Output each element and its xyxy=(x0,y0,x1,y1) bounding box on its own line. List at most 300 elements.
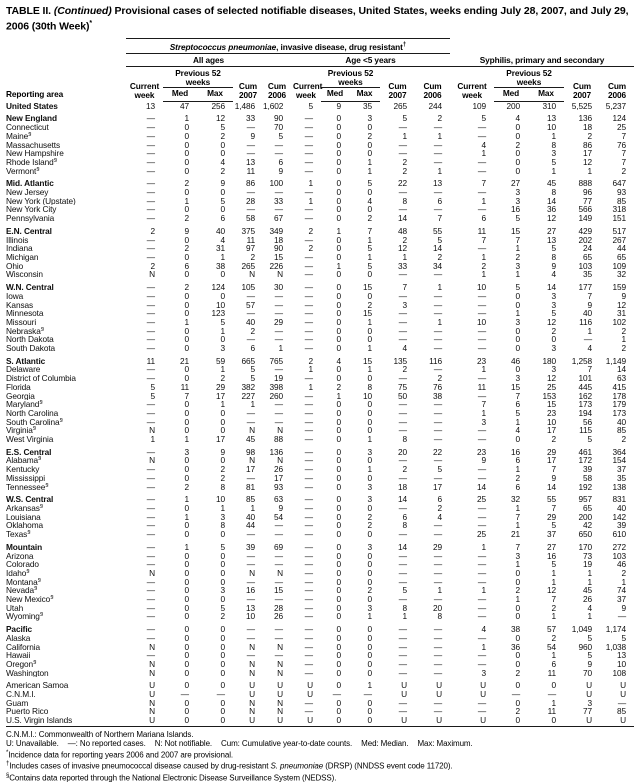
value-cell: 0 xyxy=(336,407,341,418)
value-cell: 0 xyxy=(515,290,521,301)
value-cell: 5 xyxy=(220,195,225,206)
value-cell: 6 xyxy=(551,658,557,669)
table-row xyxy=(6,456,634,465)
table-row xyxy=(6,197,634,206)
col-header-cum-2007: Cum 2007 xyxy=(388,80,407,100)
table-row xyxy=(6,660,634,669)
value-cell: — xyxy=(304,373,313,384)
value-cell: — xyxy=(274,529,283,540)
value-cell: 34 xyxy=(432,260,443,271)
value-cell: 0 xyxy=(515,325,521,336)
value-cell: 0 xyxy=(336,195,341,206)
value-cell: 2 xyxy=(308,355,313,366)
value-cell: 1 xyxy=(437,165,443,176)
value-cell: 0 xyxy=(336,576,341,587)
value-cell: 0 xyxy=(220,567,225,578)
value-cell: 5 xyxy=(621,632,627,643)
notifiable-diseases-table xyxy=(6,38,634,725)
value-cell: — xyxy=(146,602,155,613)
value-cell: 0 xyxy=(336,156,341,167)
value-cell: 3 xyxy=(402,299,407,310)
col-header-current-week: Current week xyxy=(457,80,487,100)
value-cell: 2 xyxy=(437,113,443,124)
value-cell: 38 xyxy=(510,624,521,635)
table-row xyxy=(6,578,634,587)
value-cell: 5 xyxy=(367,243,372,254)
value-cell: 1 xyxy=(184,511,189,522)
value-cell: 4 xyxy=(551,269,557,280)
value-cell: 70 xyxy=(273,122,283,133)
value-cell: 1 xyxy=(621,334,627,345)
value-cell: 0 xyxy=(184,472,189,483)
value-cell: — xyxy=(146,195,155,206)
value-cell: — xyxy=(433,641,443,652)
value-cell: 0 xyxy=(220,632,225,643)
area-cell: Wisconsin xyxy=(6,270,43,280)
value-cell: 0 xyxy=(336,658,341,669)
value-cell: 15 xyxy=(273,252,283,262)
value-cell: — xyxy=(477,343,487,354)
value-cell: 0 xyxy=(220,624,225,635)
value-cell: 0 xyxy=(184,706,189,717)
value-cell: 0 xyxy=(515,680,521,691)
value-cell: 5 xyxy=(250,373,255,384)
value-cell: 1 xyxy=(551,697,557,708)
table-row xyxy=(6,491,634,504)
value-cell: — xyxy=(146,178,155,189)
value-cell: 14 xyxy=(616,364,627,375)
value-cell: — xyxy=(477,650,487,661)
value-cell: 267 xyxy=(612,234,627,245)
table-row xyxy=(6,365,634,374)
footnote-marker: § xyxy=(38,456,42,462)
value-cell: 0 xyxy=(336,481,341,492)
col-header-current-week: Current week xyxy=(129,80,160,100)
title-label: TABLE II. xyxy=(6,5,54,17)
value-cell: 26 xyxy=(273,464,283,475)
value-cell: 5 xyxy=(587,632,593,643)
value-cell: 445 xyxy=(578,381,593,392)
footnote-marker: § xyxy=(59,417,63,423)
value-cell: — xyxy=(246,472,255,483)
value-cell: 0 xyxy=(184,576,189,587)
table-row xyxy=(6,539,634,552)
value-cell: 21 xyxy=(510,529,521,540)
value-cell: 1 xyxy=(367,680,372,691)
value-cell: 0 xyxy=(184,407,189,418)
value-cell: — xyxy=(304,464,313,475)
value-cell: 0 xyxy=(336,434,341,445)
value-cell: U xyxy=(401,680,407,691)
value-cell: 0 xyxy=(220,416,225,427)
value-cell: 1 xyxy=(308,178,313,189)
value-cell: 0 xyxy=(336,165,341,176)
value-cell: N xyxy=(249,667,255,678)
value-cell: 1 xyxy=(437,585,443,596)
value-cell: 2 xyxy=(367,585,372,596)
value-cell: 173 xyxy=(612,407,627,418)
value-cell: 0 xyxy=(184,148,189,159)
value-cell: 0 xyxy=(367,425,372,436)
value-cell: 15 xyxy=(273,585,283,596)
value-cell: 5 xyxy=(150,390,155,401)
value-cell: — xyxy=(304,594,313,605)
value-cell: N xyxy=(277,567,283,578)
value-cell: 14 xyxy=(397,494,407,505)
value-cell: 1 xyxy=(220,502,225,513)
value-cell: 76 xyxy=(616,139,627,150)
title-continued: (Continued) xyxy=(53,5,112,17)
col-group-all-ages: All ages xyxy=(126,53,291,66)
value-cell: 69 xyxy=(273,541,283,552)
value-cell: 0 xyxy=(336,559,341,570)
value-cell: 0 xyxy=(367,204,372,215)
value-cell: 2 xyxy=(515,472,521,483)
value-cell: 7 xyxy=(481,234,487,245)
value-cell: 124 xyxy=(211,282,225,293)
value-cell: 4 xyxy=(587,343,593,354)
value-cell: 6 xyxy=(220,213,225,224)
value-cell: 23 xyxy=(546,407,557,418)
value-cell: 3 xyxy=(587,697,593,708)
value-cell: U xyxy=(436,715,443,726)
value-cell: U xyxy=(401,689,407,700)
value-cell: — xyxy=(332,689,341,700)
footnote-marker: § xyxy=(45,482,49,488)
value-cell: 960 xyxy=(578,641,593,652)
value-cell: — xyxy=(146,308,155,319)
value-cell: 2 xyxy=(515,667,521,678)
value-cell: 9 xyxy=(587,658,593,669)
value-cell: — xyxy=(304,650,313,661)
area-cell: Florida xyxy=(6,382,31,392)
value-cell: 0 xyxy=(515,602,521,613)
value-cell: — xyxy=(304,282,313,293)
value-cell: 0 xyxy=(336,416,341,427)
value-cell: — xyxy=(246,204,255,215)
value-cell: — xyxy=(433,156,443,167)
value-cell: 46 xyxy=(510,355,521,366)
value-cell: 1 xyxy=(220,252,225,262)
value-cell: — xyxy=(433,364,443,375)
value-cell: — xyxy=(146,373,155,384)
value-cell: 13 xyxy=(616,650,627,661)
value-cell: 7 xyxy=(184,390,189,401)
value-cell: 2 xyxy=(308,225,313,236)
value-cell: N xyxy=(277,425,283,436)
table-row xyxy=(6,612,634,621)
value-cell: 153 xyxy=(542,390,557,401)
value-cell: 65 xyxy=(582,502,593,513)
value-cell: 2 xyxy=(220,464,225,475)
value-cell: 20 xyxy=(432,602,443,613)
value-cell: — xyxy=(274,407,283,418)
value-cell: 0 xyxy=(184,299,189,310)
value-cell: 0 xyxy=(551,715,557,726)
area-cell: Virginia§ xyxy=(6,426,36,436)
value-cell: 1 xyxy=(481,148,487,159)
value-cell: 0 xyxy=(367,148,372,159)
value-cell: 0 xyxy=(515,632,521,643)
table-row xyxy=(6,327,634,336)
value-cell: — xyxy=(398,373,407,384)
value-cell: 3 xyxy=(367,541,372,552)
value-cell: — xyxy=(146,464,155,475)
value-cell: 0 xyxy=(336,299,341,310)
value-cell: 0 xyxy=(220,559,225,570)
value-cell: 0 xyxy=(184,658,189,669)
footnote-marker: § xyxy=(28,131,32,138)
value-cell: — xyxy=(433,550,443,561)
value-cell: 18 xyxy=(582,122,593,133)
value-cell: 9 xyxy=(481,455,487,466)
value-cell: 0 xyxy=(184,529,189,540)
footnote-marker: § xyxy=(39,503,44,510)
area-cell: Mid. Atlantic xyxy=(6,178,54,189)
value-cell: 11 xyxy=(547,706,557,717)
value-cell: — xyxy=(433,520,443,531)
table-row xyxy=(6,513,634,522)
value-cell: 1 xyxy=(402,252,407,262)
area-cell: Illinois xyxy=(6,235,29,245)
value-cell: 0 xyxy=(184,130,189,141)
value-cell: 1 xyxy=(481,407,487,418)
area-cell: Utah xyxy=(6,603,24,613)
value-cell: — xyxy=(398,567,407,578)
value-cell: 85 xyxy=(245,494,255,505)
value-cell: 96 xyxy=(582,187,593,198)
value-cell: 0 xyxy=(336,550,341,561)
value-cell: — xyxy=(146,520,155,531)
value-cell: 17 xyxy=(215,434,225,445)
value-cell: — xyxy=(304,299,313,310)
value-cell: — xyxy=(477,472,487,483)
value-cell: 18 xyxy=(397,481,407,492)
value-cell: — xyxy=(398,325,407,336)
value-cell: 0 xyxy=(367,658,372,669)
value-cell: 0 xyxy=(184,308,189,319)
value-cell: 192 xyxy=(578,481,593,492)
value-cell: 765 xyxy=(269,355,283,366)
value-cell: 227 xyxy=(241,390,255,401)
value-cell: 0 xyxy=(367,667,372,678)
value-cell: 2 xyxy=(551,325,557,336)
value-cell: 7 xyxy=(621,130,627,141)
value-cell: 0 xyxy=(220,715,225,726)
value-cell: 5 xyxy=(515,282,521,293)
value-cell: — xyxy=(398,204,407,215)
col-header-previous-52-weeks: Previous 52 weeks xyxy=(494,66,564,88)
value-cell: 2 xyxy=(184,178,189,189)
value-cell: 0 xyxy=(515,567,521,578)
value-cell: — xyxy=(433,667,443,678)
value-cell: 0 xyxy=(515,334,521,345)
value-cell: 31 xyxy=(616,308,627,319)
value-cell: — xyxy=(146,148,155,159)
value-cell: 2 xyxy=(220,611,225,622)
table-row xyxy=(6,418,634,427)
value-cell: — xyxy=(477,156,487,167)
value-cell: 2 xyxy=(150,225,155,236)
value-cell: 4 xyxy=(515,425,521,436)
value-cell: — xyxy=(304,416,313,427)
area-cell: New York (Upstate) xyxy=(6,196,76,206)
value-cell: 0 xyxy=(184,585,189,596)
value-cell: 6 xyxy=(250,343,255,354)
value-cell: — xyxy=(146,243,155,254)
value-cell: 8 xyxy=(220,520,225,531)
value-cell: 100 xyxy=(269,178,283,189)
value-cell: — xyxy=(304,602,313,613)
value-cell: 35 xyxy=(362,100,372,111)
value-cell: 0 xyxy=(220,425,225,436)
table-row xyxy=(6,521,634,530)
italic-species-name: S. pneumoniae xyxy=(270,761,324,771)
table-row xyxy=(6,604,634,613)
value-cell: 200 xyxy=(578,511,593,522)
value-cell: 15 xyxy=(510,381,521,392)
value-cell: 0 xyxy=(336,364,341,375)
value-cell: — xyxy=(274,204,283,215)
value-cell: — xyxy=(304,494,313,505)
value-cell: 0 xyxy=(367,472,372,483)
value-cell: 0 xyxy=(220,187,225,198)
value-cell: 40 xyxy=(582,308,593,319)
value-cell: — xyxy=(146,187,155,198)
area-cell: Arizona xyxy=(6,551,34,561)
footnote-marker: § xyxy=(39,400,43,406)
value-cell: N xyxy=(149,641,155,652)
value-cell: 177 xyxy=(578,282,593,293)
table-row xyxy=(6,444,634,457)
value-cell: 138 xyxy=(612,481,627,492)
value-cell: 11 xyxy=(180,381,189,392)
value-cell: 7 xyxy=(515,541,521,552)
value-cell: 14 xyxy=(546,481,557,492)
value-cell: 0 xyxy=(220,658,225,669)
value-cell: 1 xyxy=(367,156,372,167)
value-cell: — xyxy=(146,550,155,561)
value-cell: 33 xyxy=(245,113,255,124)
value-cell: 29 xyxy=(432,541,443,552)
table-row xyxy=(6,270,634,279)
value-cell: — xyxy=(274,632,283,643)
value-cell: 1 xyxy=(515,308,521,319)
value-cell: 28 xyxy=(245,195,255,206)
value-cell: 0 xyxy=(184,559,189,570)
table-row xyxy=(6,344,634,353)
area-cell: New York City xyxy=(6,205,57,215)
value-cell: 1 xyxy=(481,252,487,262)
value-cell: — xyxy=(477,290,487,301)
area-cell: Hawaii xyxy=(6,651,31,660)
value-cell: 5 xyxy=(587,650,593,661)
value-cell: N xyxy=(249,658,255,669)
value-cell: 957 xyxy=(578,494,593,505)
value-cell: 0 xyxy=(184,611,189,622)
value-cell: 39 xyxy=(582,464,593,475)
table-row xyxy=(6,292,634,301)
value-cell: 0 xyxy=(184,550,189,561)
value-cell: — xyxy=(146,234,155,245)
value-cell: 7 xyxy=(621,156,627,167)
value-cell: — xyxy=(304,156,313,167)
value-cell: N xyxy=(277,641,283,652)
value-cell: 0 xyxy=(336,611,341,622)
value-cell: N xyxy=(277,667,283,678)
value-cell: — xyxy=(398,624,407,635)
value-cell: — xyxy=(433,299,443,310)
table-row xyxy=(6,677,634,690)
value-cell: 8 xyxy=(402,195,407,206)
value-cell: 2 xyxy=(437,502,443,513)
value-cell: 5 xyxy=(551,243,557,254)
value-cell: U xyxy=(586,715,593,726)
value-cell: — xyxy=(433,576,443,587)
value-cell: 310 xyxy=(542,100,557,111)
value-cell: 0 xyxy=(336,680,341,691)
value-cell: 8 xyxy=(220,481,225,492)
value-cell: 73 xyxy=(582,550,593,561)
value-cell: 0 xyxy=(367,334,372,345)
value-cell: 85 xyxy=(616,195,627,206)
value-cell: 86 xyxy=(582,139,593,150)
value-cell: — xyxy=(398,706,407,717)
value-cell: 0 xyxy=(336,641,341,652)
value-cell: 12 xyxy=(215,113,225,124)
value-cell: 40 xyxy=(245,316,255,327)
value-cell: — xyxy=(398,425,407,436)
value-cell: 4 xyxy=(437,511,443,522)
value-cell: — xyxy=(146,204,155,215)
area-cell: Oklahoma xyxy=(6,521,44,531)
value-cell: 0 xyxy=(515,611,521,622)
value-cell: 93 xyxy=(273,481,283,492)
value-cell: 6 xyxy=(515,399,521,410)
table-row xyxy=(6,141,634,150)
value-cell: 0 xyxy=(336,139,341,150)
value-cell: U xyxy=(620,680,627,691)
value-cell: — xyxy=(304,481,313,492)
area-cell: Georgia xyxy=(6,391,35,401)
value-cell: 0 xyxy=(220,334,225,345)
value-cell: — xyxy=(304,658,313,669)
header-spacer xyxy=(6,38,126,53)
value-cell: 0 xyxy=(336,529,341,540)
value-cell: 24 xyxy=(582,243,593,254)
value-cell: 1,486 xyxy=(234,100,255,111)
value-cell: 650 xyxy=(578,529,593,540)
value-cell: 8 xyxy=(402,602,407,613)
table-row xyxy=(6,253,634,262)
value-cell: 5 xyxy=(308,100,313,111)
value-cell: 173 xyxy=(578,399,593,410)
value-cell: — xyxy=(246,416,255,427)
value-cell: — xyxy=(433,567,443,578)
value-cell: N xyxy=(277,455,283,466)
value-cell: 7 xyxy=(551,464,557,475)
title-footnote-marker: * xyxy=(89,19,93,27)
value-cell: 59 xyxy=(215,355,225,366)
value-cell: 10 xyxy=(215,494,225,505)
value-cell: 0 xyxy=(220,550,225,561)
area-cell: Wyoming§ xyxy=(6,612,44,622)
value-cell: 5 xyxy=(367,178,372,189)
value-cell: 35 xyxy=(616,472,627,483)
value-cell: — xyxy=(146,316,155,327)
value-cell: 136 xyxy=(269,446,283,457)
area-cell: Guam xyxy=(6,698,29,708)
